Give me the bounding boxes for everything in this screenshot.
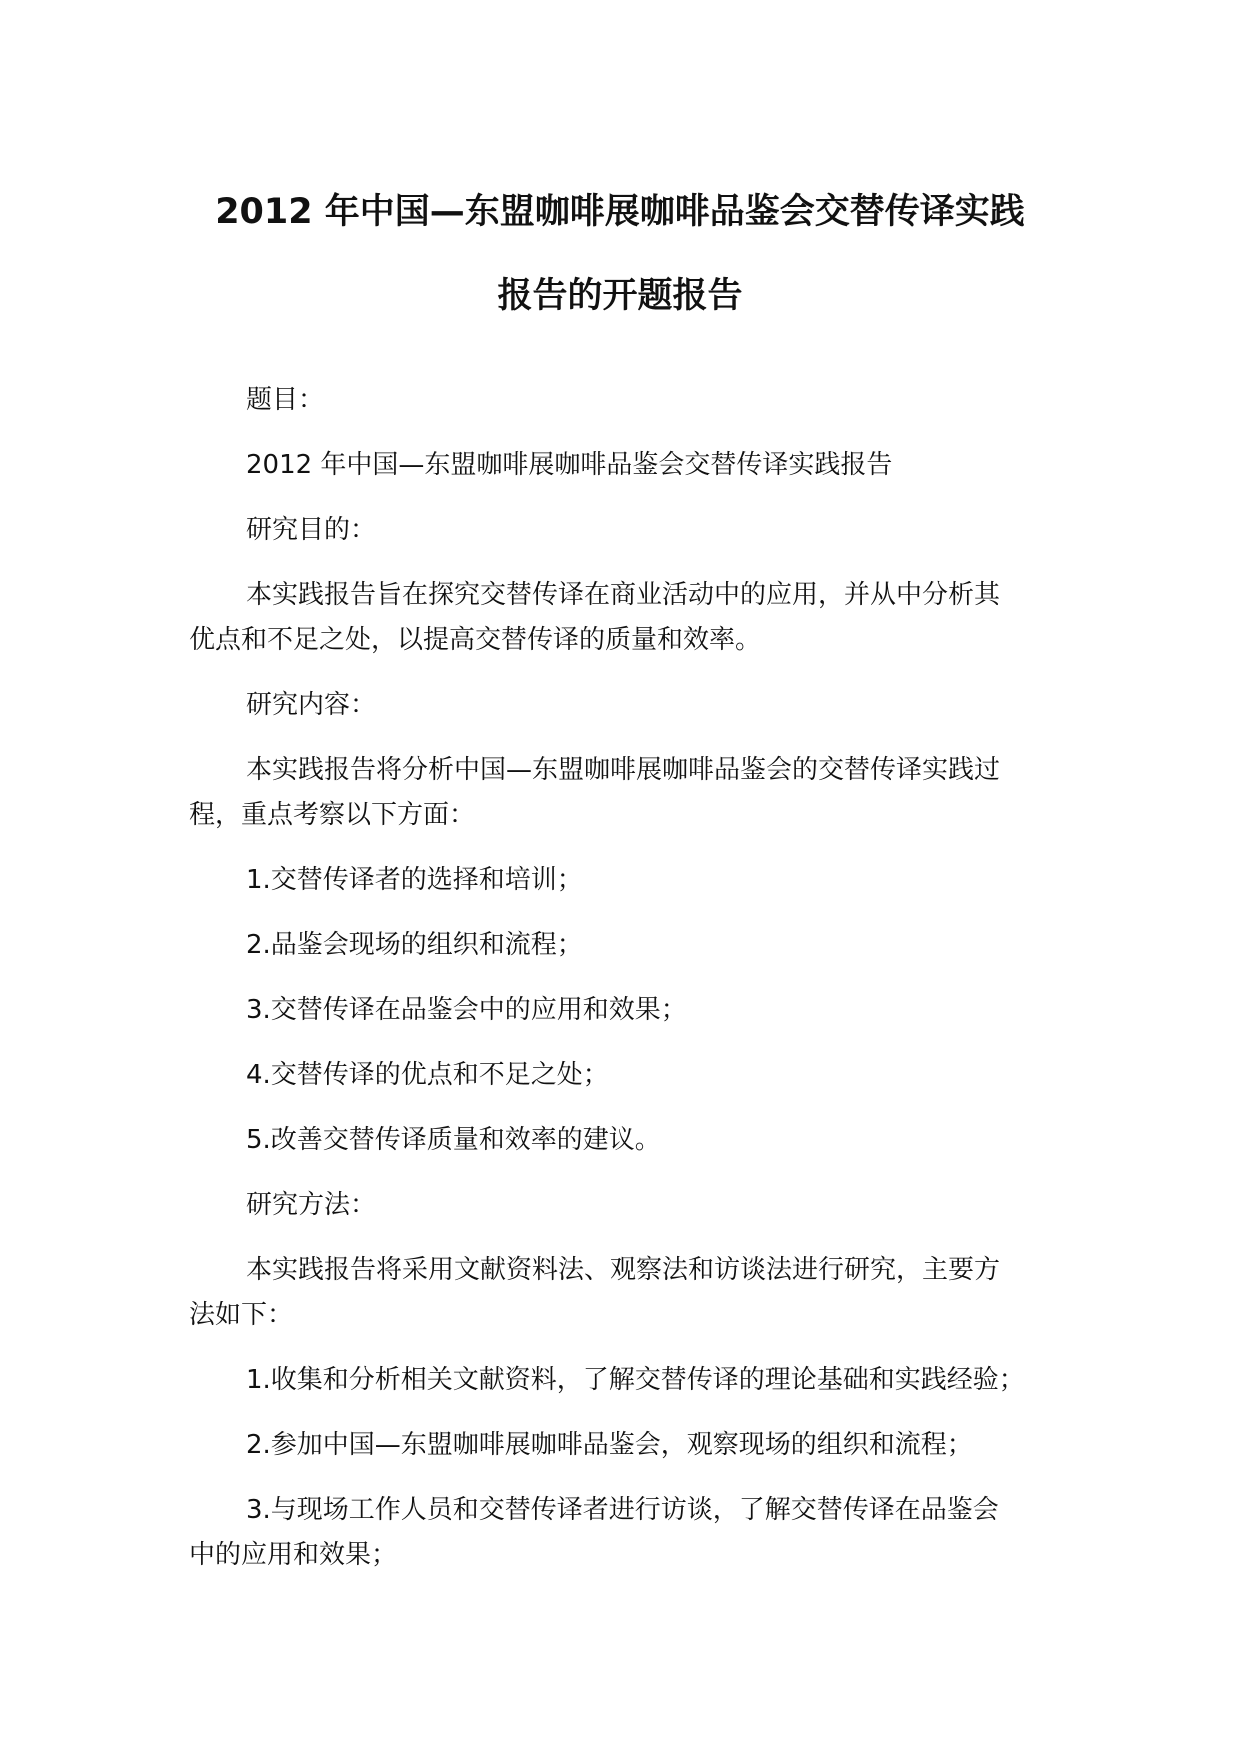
method-item-3-line-2: 中的应用和效果；: [189, 1540, 398, 1570]
method-item-3: [189, 1488, 1129, 1578]
purpose-label: 研究目的：: [246, 515, 377, 545]
content-item-4: 4.交替传译的优点和不足之处；: [246, 1060, 609, 1090]
content-label: 研究内容：: [246, 690, 377, 720]
content-intro-paragraph: [189, 748, 1129, 838]
topic-label: 题目：: [246, 385, 325, 415]
topic-value: 2012 年中国—东盟咖啡展咖啡品鉴会交替传译实践报告: [246, 450, 893, 480]
content-item-3: 3.交替传译在品鉴会中的应用和效果；: [246, 995, 687, 1025]
document-body: [189, 378, 1129, 1598]
content-item-5: 5.改善交替传译质量和效率的建议。: [246, 1125, 661, 1155]
purpose-line-1: 本实践报告旨在探究交替传译在商业活动中的应用，并从中分析其: [246, 580, 1001, 610]
method-intro-paragraph: [189, 1248, 1129, 1338]
method-item-3-line-1: 3.与现场工作人员和交替传译者进行访谈，了解交替传译在品鉴会: [246, 1495, 999, 1525]
method-item-2: 2.参加中国—东盟咖啡展咖啡品鉴会，观察现场的组织和流程；: [246, 1430, 973, 1460]
content-item-1: 1.交替传译者的选择和培训；: [246, 865, 583, 895]
title-line-1: 2012 年中国—东盟咖啡展咖啡品鉴会交替传译实践: [215, 192, 1025, 232]
method-intro-line-2: 法如下：: [189, 1300, 294, 1330]
content-intro-line-1: 本实践报告将分析中国—东盟咖啡展咖啡品鉴会的交替传译实践过: [246, 755, 1001, 785]
purpose-paragraph: [189, 573, 1129, 663]
content-item-2: 2.品鉴会现场的组织和流程；: [246, 930, 583, 960]
method-label: 研究方法：: [246, 1190, 377, 1220]
purpose-line-2: 优点和不足之处，以提高交替传译的质量和效率。: [189, 625, 762, 655]
document-title: [150, 170, 1090, 338]
content-intro-line-2: 程，重点考察以下方面：: [189, 800, 476, 830]
method-intro-line-1: 本实践报告将采用文献资料法、观察法和访谈法进行研究，主要方: [246, 1255, 1001, 1285]
method-item-1: 1.收集和分析相关文献资料，了解交替传译的理论基础和实践经验；: [246, 1365, 1025, 1395]
title-line-2: 报告的开题报告: [497, 276, 743, 316]
